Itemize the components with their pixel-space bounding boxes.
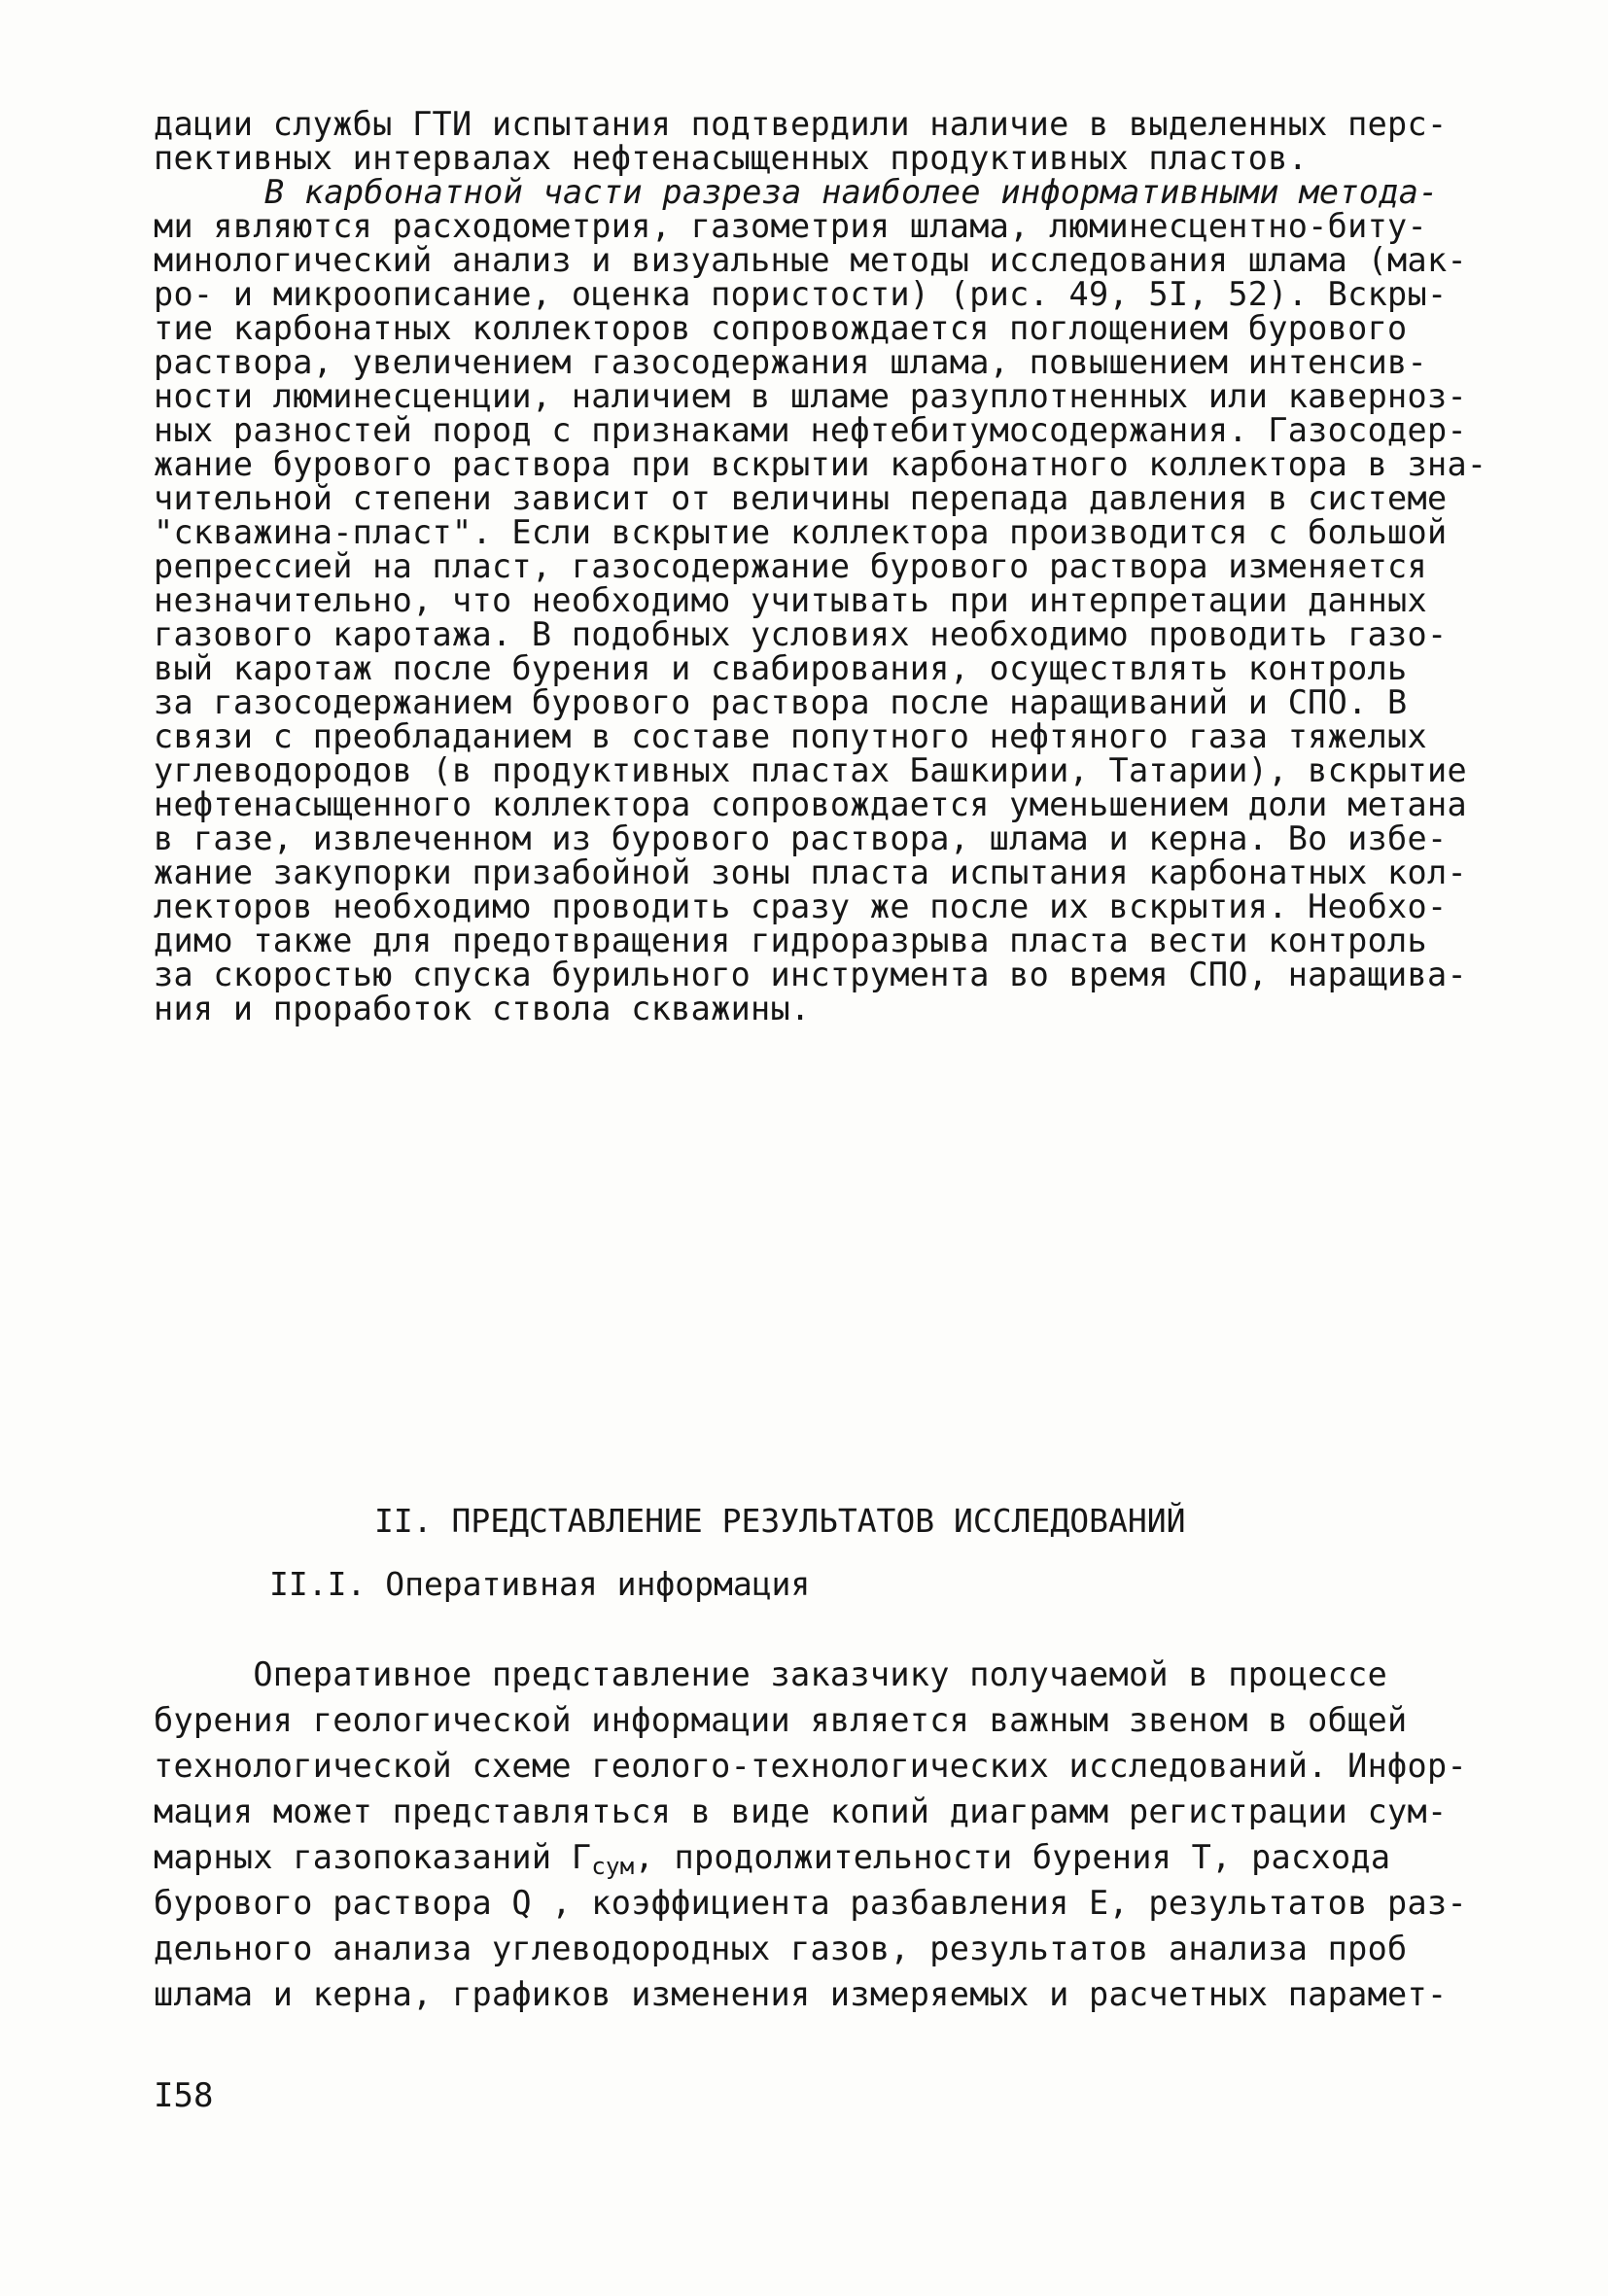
text-line: углеводородов (в продуктивных пластах Башкирии, Татарии), вскрытие bbox=[154, 751, 1467, 789]
text-line: мация может представляться в виде копий диаграмм регистрации сум- bbox=[154, 1792, 1448, 1830]
section-heading: II. ПРЕДСТАВЛЕНИЕ РЕЗУЛЬТАТОВ ИССЛЕДОВАНИЙ bbox=[374, 1502, 1186, 1540]
text-line: минологический анализ и визуальные методы исследования шлама (мак- bbox=[154, 241, 1467, 279]
text-line: жание бурового раствора при вскрытии карбонатного коллектора в зна- bbox=[154, 445, 1487, 483]
text-line: тие карбонатных коллекторов сопровождается поглощением бурового bbox=[154, 309, 1408, 347]
text-line: вый каротаж после бурения и свабирования, осуществлять контроль bbox=[154, 649, 1408, 687]
text-line: за скоростью спуска бурильного инструмента во время СПО, наращива- bbox=[154, 956, 1467, 993]
text-line: репрессией на пласт, газосодержание бурового раствора изменяется bbox=[154, 547, 1427, 585]
text-line: шлама и керна, графиков изменения измеряемых и расчетных парамет- bbox=[154, 1975, 1448, 2013]
text-line: дации службы ГТИ испытания подтвердили наличие в выделенных перс- bbox=[154, 105, 1448, 143]
text-line: за газосодержанием бурового раствора после наращиваний и СПО. В bbox=[154, 683, 1408, 721]
subsection-heading: II.I. Оперативная информация bbox=[269, 1565, 811, 1603]
text-line: ми являются расходометрия, газометрия шлама, люминесцентно-биту- bbox=[154, 207, 1427, 245]
text-line: дельного анализа углеводородных газов, результатов анализа проб bbox=[154, 1930, 1408, 1967]
text-line: лекторов необходимо проводить сразу же после их вскрытия. Необхо- bbox=[154, 887, 1448, 925]
text-line: жание закупорки призабойной зоны пласта испытания карбонатных кол- bbox=[154, 853, 1467, 891]
text-line: незначительно, что необходимо учитывать при интерпретации данных bbox=[154, 581, 1427, 619]
text-line: Оперативное представление заказчику получаемой в процессе bbox=[154, 1655, 1388, 1693]
text-line: раствора, увеличением газосодержания шлама, повышением интенсив- bbox=[154, 343, 1427, 381]
text-line: в газе, извлеченном из бурового раствора, шлама и керна. Во избе- bbox=[154, 819, 1448, 857]
page-number: I58 bbox=[154, 2076, 214, 2115]
text-line: ности люминесценции, наличием в шламе разуплотненных или каверноз- bbox=[154, 377, 1467, 415]
text-line: ро- и микроописание, оценка пористости) (рис. 49, 5I, 52). Вскры- bbox=[154, 275, 1448, 313]
text-line: ных разностей пород с признаками нефтебитумосодержания. Газосодер- bbox=[154, 411, 1467, 449]
text-line: технологической схеме геолого-технологических исследований. Инфор- bbox=[154, 1747, 1467, 1785]
text-line: чительной степени зависит от величины перепада давления в системе bbox=[154, 479, 1448, 517]
text-line: связи с преобладанием в составе попутного нефтяного газа тяжелых bbox=[154, 717, 1427, 755]
italic-lead-text: В карбонатной части разреза наиболее информативными метода- bbox=[264, 173, 1439, 211]
subscript-sum: сум bbox=[591, 1853, 635, 1880]
text-line: бурения геологической информации является важным звеном в общей bbox=[154, 1701, 1408, 1739]
text-line-with-subscript bbox=[154, 1838, 1391, 1880]
paragraph-lead-line bbox=[264, 173, 1439, 212]
text-fragment: марных газопоказаний Г bbox=[154, 1838, 592, 1876]
text-line: ния и проработок ствола скважины. bbox=[154, 990, 811, 1027]
text-line: "скважина-пласт". Если вскрытие коллектора производится с большой bbox=[154, 513, 1448, 551]
text-line: пективных интервалах нефтенасыщенных продуктивных пластов. bbox=[154, 139, 1309, 177]
text-fragment: , продолжительности бурения Т, расхода bbox=[634, 1838, 1391, 1876]
text-line: нефтенасыщенного коллектора сопровождается уменьшением доли метана bbox=[154, 785, 1467, 823]
text-line: бурового раствора Q , коэффициента разбавления Е, результатов раз- bbox=[154, 1884, 1467, 1922]
text-line: газового каротажа. В подобных условиях необходимо проводить газо- bbox=[154, 615, 1448, 653]
text-line: димо также для предотвращения гидроразрыва пласта вести контроль bbox=[154, 922, 1427, 959]
